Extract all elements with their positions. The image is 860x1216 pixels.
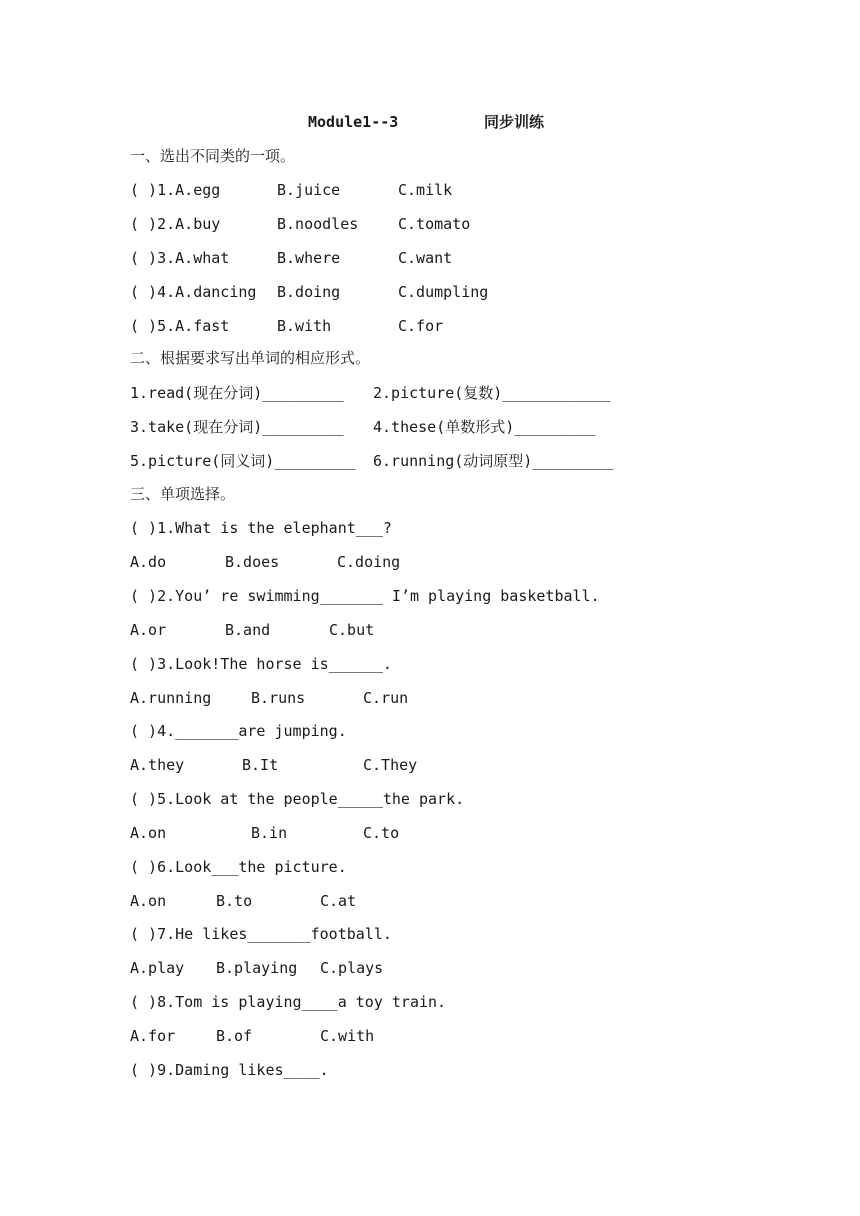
option-c: C.with — [320, 1027, 375, 1045]
option-c: C.dumpling — [398, 283, 489, 301]
question-text: ( )9.Daming likes____. — [130, 1061, 329, 1079]
question-text: ( )2.You’ re swimming_______ I’m playing basketball. — [130, 587, 600, 605]
option-b: B.with — [277, 317, 332, 335]
question-text: ( )7.He likes_______football. — [130, 925, 392, 943]
option-b: B.runs — [251, 689, 306, 707]
question-text: ( )4._______are jumping. — [130, 722, 347, 740]
question-text: ( )6.Look___the picture. — [130, 858, 347, 876]
section-heading-2: 二、根据要求写出单词的相应形式。 — [130, 349, 371, 367]
option-a: A.on — [130, 892, 167, 910]
option-b: B.of — [216, 1027, 253, 1045]
question-text: ( )1.What is the elephant___? — [130, 519, 392, 537]
option-b: B.to — [216, 892, 253, 910]
word-form-right: 6.running(动词原型)_________ — [373, 452, 614, 470]
question-text: ( )2.A.buy — [130, 215, 221, 233]
option-b: B.juice — [277, 181, 341, 199]
question-text: ( )5.A.fast — [130, 317, 230, 335]
section-heading-1: 一、选出不同类的一项。 — [130, 147, 296, 165]
word-form-left: 3.take(现在分词)_________ — [130, 418, 344, 436]
option-c: C.doing — [337, 553, 401, 571]
question-text: ( )1.A.egg — [130, 181, 221, 199]
option-c: C.They — [363, 756, 418, 774]
option-b: B.It — [242, 756, 279, 774]
question-text: ( )5.Look at the people_____the park. — [130, 790, 465, 808]
question-text: ( )8.Tom is playing____a toy train. — [130, 993, 447, 1011]
worksheet-title: Module1--3 — [308, 113, 399, 131]
option-c: C.milk — [398, 181, 453, 199]
option-a: A.or — [130, 621, 167, 639]
option-c: C.plays — [320, 959, 384, 977]
option-c: C.for — [398, 317, 444, 335]
option-a: A.they — [130, 756, 185, 774]
option-a: A.on — [130, 824, 167, 842]
option-b: B.in — [251, 824, 288, 842]
section-heading-3: 三、单项选择。 — [130, 485, 236, 503]
option-b: B.playing — [216, 959, 298, 977]
option-a: A.play — [130, 959, 185, 977]
option-a: A.running — [130, 689, 212, 707]
question-text: ( )3.A.what — [130, 249, 230, 267]
option-b: B.where — [277, 249, 341, 267]
option-c: C.but — [329, 621, 375, 639]
option-c: C.at — [320, 892, 357, 910]
word-form-left: 5.picture(同义词)_________ — [130, 452, 356, 470]
option-c: C.tomato — [398, 215, 471, 233]
option-b: B.noodles — [277, 215, 359, 233]
word-form-left: 1.read(现在分词)_________ — [130, 384, 344, 402]
worksheet-subtitle: 同步训练 — [484, 113, 545, 131]
option-b: B.doing — [277, 283, 341, 301]
option-c: C.run — [363, 689, 409, 707]
option-b: B.and — [225, 621, 271, 639]
word-form-right: 4.these(单数形式)_________ — [373, 418, 596, 436]
question-text: ( )3.Look!The horse is______. — [130, 655, 392, 673]
option-c: C.to — [363, 824, 400, 842]
option-c: C.want — [398, 249, 453, 267]
question-text: ( )4.A.dancing — [130, 283, 257, 301]
word-form-right: 2.picture(复数)____________ — [373, 384, 611, 402]
option-a: A.for — [130, 1027, 176, 1045]
option-b: B.does — [225, 553, 280, 571]
option-a: A.do — [130, 553, 167, 571]
